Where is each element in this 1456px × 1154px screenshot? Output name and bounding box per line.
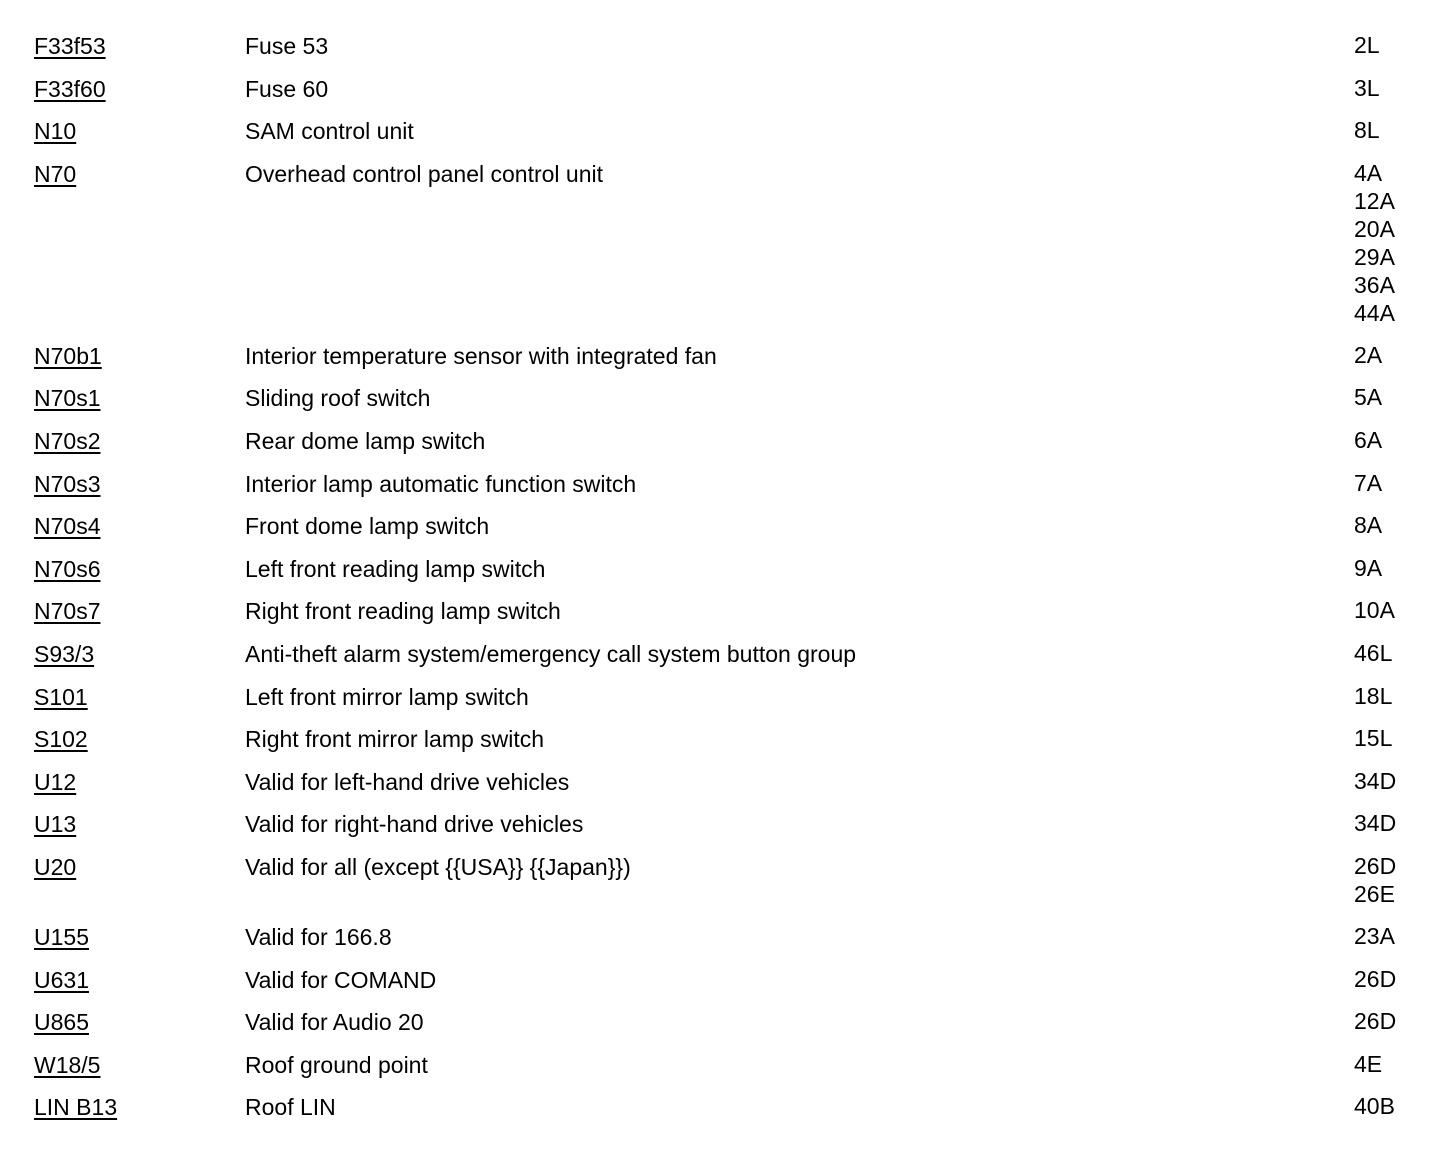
grid-reference: 8L <box>1354 117 1380 144</box>
grid-reference-list <box>1354 74 1380 102</box>
component-code-link[interactable]: N10 <box>34 118 77 145</box>
grid-reference: 2L <box>1354 32 1380 58</box>
component-code-link[interactable]: N70s2 <box>34 427 101 454</box>
component-description: Valid for Audio 20 <box>245 1009 424 1036</box>
legend-row <box>34 31 1434 74</box>
component-code-link[interactable]: N70s3 <box>34 470 101 497</box>
component-code-link[interactable]: U631 <box>34 966 89 993</box>
grid-reference: 2A <box>1354 341 1383 368</box>
grid-reference: 7A <box>1354 469 1383 496</box>
component-code-link[interactable]: W18/5 <box>34 1051 101 1078</box>
grid-reference-list <box>1354 341 1382 369</box>
component-code-link[interactable]: S102 <box>34 726 88 753</box>
grid-reference-list <box>1354 922 1395 950</box>
grid-reference: 9A <box>1354 554 1383 581</box>
legend-row <box>34 116 1434 159</box>
grid-reference-list <box>1354 383 1382 411</box>
component-description: Roof ground point <box>245 1051 428 1078</box>
legend-row <box>34 1092 1434 1135</box>
grid-reference: 18L <box>1354 682 1393 709</box>
component-description: Roof LIN <box>245 1094 336 1121</box>
component-description: SAM control unit <box>245 118 414 145</box>
component-code-link[interactable]: U13 <box>34 811 77 838</box>
component-code-link[interactable]: S101 <box>34 683 88 710</box>
grid-reference: 12A <box>1354 187 1395 214</box>
component-code-link[interactable]: U12 <box>34 768 77 795</box>
legend-row <box>34 1007 1434 1050</box>
grid-reference-list <box>1354 639 1392 667</box>
legend-row <box>34 682 1434 725</box>
grid-reference: 29A <box>1354 243 1395 270</box>
component-description: Front dome lamp switch <box>245 513 490 540</box>
component-description: Right front reading lamp switch <box>245 598 561 625</box>
legend-row <box>34 341 1434 384</box>
grid-reference: 46L <box>1354 639 1393 666</box>
component-code-link[interactable]: LIN B13 <box>34 1094 118 1121</box>
grid-reference-list <box>1354 596 1395 624</box>
component-description: Anti-theft alarm system/emergency call system button group <box>245 640 857 667</box>
component-description: Valid for right-hand drive vehicles <box>245 811 584 838</box>
legend-row <box>34 426 1434 469</box>
component-description: Valid for all (except {{USA}} {{Japan}}) <box>245 853 631 880</box>
component-code-link[interactable]: N70s1 <box>34 385 101 412</box>
grid-reference-list <box>1354 511 1382 539</box>
grid-reference: 8A <box>1354 512 1383 539</box>
grid-reference: 4E <box>1354 1050 1383 1077</box>
component-description: Right front mirror lamp switch <box>245 726 545 753</box>
grid-reference-list <box>1354 31 1380 59</box>
grid-reference-list <box>1354 1050 1382 1078</box>
legend-row <box>34 74 1434 117</box>
grid-reference: 26D <box>1354 965 1397 992</box>
grid-reference: 20A <box>1354 215 1395 242</box>
component-code-link[interactable]: N70 <box>34 160 77 187</box>
grid-reference: 23A <box>1354 922 1395 949</box>
legend-row <box>34 639 1434 682</box>
component-code-link[interactable]: U155 <box>34 923 89 950</box>
grid-reference-list <box>1354 159 1395 327</box>
grid-reference: 34D <box>1354 767 1397 794</box>
legend-row <box>34 383 1434 426</box>
legend-row <box>34 809 1434 852</box>
component-code-link[interactable]: N70b1 <box>34 342 102 369</box>
component-description: Rear dome lamp switch <box>245 427 486 454</box>
grid-reference-list <box>1354 767 1396 795</box>
grid-reference-list <box>1354 809 1396 837</box>
legend-row <box>34 852 1434 922</box>
grid-reference-list <box>1354 1007 1396 1035</box>
legend-row <box>34 1050 1434 1093</box>
grid-reference: 26E <box>1354 880 1395 907</box>
grid-reference: 40B <box>1354 1093 1395 1120</box>
component-code-link[interactable]: U865 <box>34 1009 89 1036</box>
grid-reference-list <box>1354 682 1392 710</box>
grid-reference: 3L <box>1354 74 1380 101</box>
component-code-link[interactable]: N70s6 <box>34 555 101 582</box>
legend-row <box>34 965 1434 1008</box>
grid-reference: 5A <box>1354 384 1383 411</box>
grid-reference: 15L <box>1354 725 1393 752</box>
legend-row <box>34 767 1434 810</box>
component-code-link[interactable]: F33f53 <box>34 33 106 59</box>
legend-row <box>34 469 1434 512</box>
component-code-link[interactable]: S93/3 <box>34 640 95 667</box>
legend-row <box>34 554 1434 597</box>
grid-reference: 44A <box>1354 299 1395 326</box>
legend-row <box>34 511 1434 554</box>
grid-reference-list <box>1354 724 1392 752</box>
component-legend-table <box>34 31 1434 1135</box>
grid-reference-list <box>1354 852 1396 908</box>
component-code-link[interactable]: N70s4 <box>34 513 101 540</box>
legend-row <box>34 922 1434 965</box>
component-description: Fuse 53 <box>245 33 329 59</box>
component-description: Valid for 166.8 <box>245 923 392 950</box>
component-description: Left front reading lamp switch <box>245 555 546 582</box>
grid-reference-list <box>1354 426 1382 454</box>
component-code-link[interactable]: U20 <box>34 853 77 880</box>
grid-reference-list <box>1354 116 1380 144</box>
grid-reference: 10A <box>1354 597 1395 624</box>
legend-row <box>34 724 1434 767</box>
component-code-link[interactable]: N70s7 <box>34 598 101 625</box>
component-description: Interior temperature sensor with integrated fan <box>245 342 717 369</box>
component-description: Fuse 60 <box>245 75 329 102</box>
grid-reference-list <box>1354 1092 1395 1120</box>
component-description: Interior lamp automatic function switch <box>245 470 637 497</box>
grid-reference: 26D <box>1354 852 1397 879</box>
grid-reference: 6A <box>1354 426 1383 453</box>
legend-row <box>34 159 1434 341</box>
legend-row <box>34 596 1434 639</box>
grid-reference: 26D <box>1354 1008 1397 1035</box>
component-code-link[interactable]: F33f60 <box>34 75 106 102</box>
component-description: Overhead control panel control unit <box>245 160 603 187</box>
component-description: Valid for COMAND <box>245 966 437 993</box>
component-description: Sliding roof switch <box>245 385 431 412</box>
grid-reference-list <box>1354 469 1382 497</box>
component-description: Valid for left-hand drive vehicles <box>245 768 570 795</box>
grid-reference: 34D <box>1354 810 1397 837</box>
grid-reference: 4A <box>1354 159 1383 186</box>
grid-reference: 36A <box>1354 271 1395 298</box>
grid-reference-list <box>1354 554 1382 582</box>
component-description: Left front mirror lamp switch <box>245 683 529 710</box>
grid-reference-list <box>1354 965 1396 993</box>
